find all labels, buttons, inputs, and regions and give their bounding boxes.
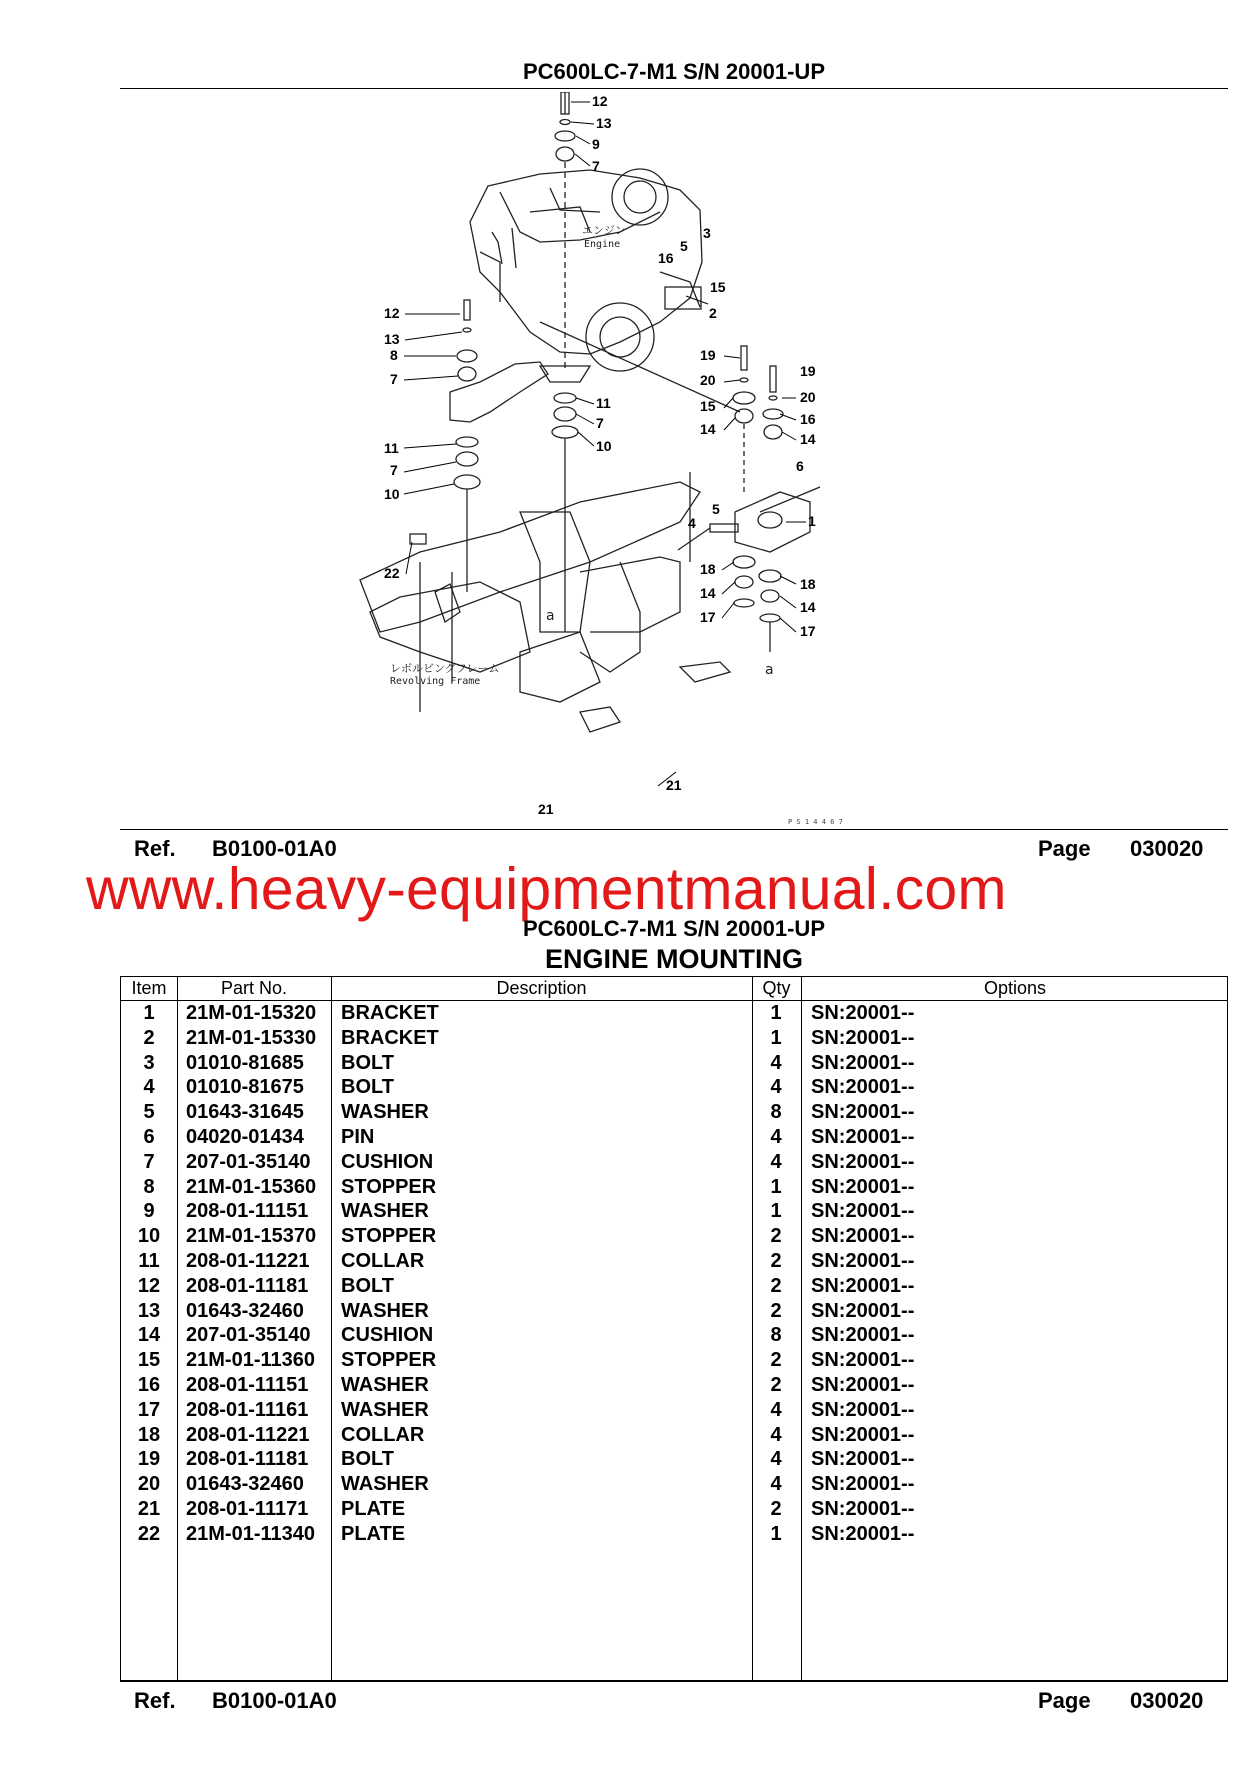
row-description: STOPPER: [341, 1225, 437, 1248]
figure-code: P S 1 4 4 6 7: [788, 818, 843, 825]
callout: 16: [800, 411, 816, 427]
row-qty: 8: [770, 1101, 782, 1124]
row-qty: 4: [770, 1448, 782, 1471]
row-item: 18: [137, 1423, 161, 1446]
callout: 13: [384, 331, 400, 347]
row-part-no: 21M-01-11360: [186, 1349, 315, 1372]
callout: 7: [592, 158, 600, 174]
table-row: [121, 1026, 1227, 1051]
table-row: [121, 1398, 1227, 1423]
page-value: 030020: [1130, 836, 1204, 861]
row-part-no: 01643-32460: [186, 1473, 304, 1496]
engine-outline: [470, 169, 702, 371]
model-title: PC600LC-7-M1 S/N 20001-UP: [522, 916, 825, 941]
row-description: WASHER: [341, 1374, 429, 1396]
callout: 13: [596, 115, 612, 131]
table-row: [121, 1249, 1227, 1274]
row-qty: 2: [770, 1274, 782, 1297]
row-options: SN:20001--: [811, 1076, 915, 1099]
row-description: COLLAR: [341, 1250, 425, 1272]
row-options: SN:20001--: [811, 1522, 915, 1545]
row-description: PLATE: [341, 1498, 406, 1520]
callout: 15: [700, 398, 716, 414]
callout: 17: [800, 623, 816, 639]
row-part-no: 01010-81675: [186, 1076, 304, 1099]
row-item: 5: [143, 1101, 155, 1124]
row-options: SN:20001--: [811, 1101, 915, 1124]
row-description: COLLAR: [341, 1423, 425, 1446]
row-options: SN:20001--: [811, 1374, 915, 1396]
row-qty: 4: [770, 1150, 782, 1173]
table-row: [121, 1299, 1227, 1324]
row-qty: 2: [770, 1498, 782, 1520]
row-item: 19: [137, 1448, 161, 1471]
row-qty: 1: [770, 1002, 782, 1024]
row-qty: 4: [770, 1076, 782, 1099]
callout: 10: [384, 486, 400, 502]
exploded-parts-diagram: [120, 92, 1228, 825]
row-part-no: 208-01-11181: [186, 1448, 309, 1471]
table-row: [121, 1423, 1227, 1448]
row-description: BRACKET: [341, 1002, 439, 1024]
row-part-no: 01010-81685: [186, 1051, 304, 1074]
row-options: SN:20001--: [811, 1225, 915, 1248]
table-row: [121, 1522, 1227, 1547]
ref-value: B0100-01A0: [212, 836, 337, 861]
table-row: [121, 1100, 1227, 1125]
row-item: 20: [137, 1473, 161, 1496]
row-description: BOLT: [341, 1076, 394, 1099]
row-options: SN:20001--: [811, 1150, 915, 1173]
callout: 19: [800, 363, 816, 379]
callout: 5: [712, 501, 720, 517]
row-description: WASHER: [341, 1101, 429, 1124]
row-part-no: 21M-01-15360: [186, 1175, 317, 1198]
row-qty: 4: [770, 1473, 782, 1496]
row-item: 13: [137, 1299, 161, 1322]
row-item: 22: [137, 1522, 161, 1545]
row-description: BOLT: [341, 1274, 394, 1297]
header-part-no: Part No.: [220, 978, 288, 998]
callout: 22: [384, 565, 400, 581]
callout: 7: [596, 415, 604, 431]
row-part-no: 01643-32460: [186, 1299, 304, 1322]
row-part-no: 208-01-11221: [186, 1250, 310, 1272]
row-part-no: 208-01-11181: [186, 1274, 309, 1297]
callout: 7: [390, 462, 398, 478]
callout: 9: [592, 136, 600, 152]
callout: 21: [538, 801, 554, 817]
row-options: SN:20001--: [811, 1026, 915, 1049]
row-part-no: 01643-31645: [186, 1101, 304, 1124]
callout: 10: [596, 438, 612, 454]
header-options: Options: [983, 978, 1047, 998]
callout: 21: [666, 777, 682, 793]
callout: 19: [700, 347, 716, 363]
row-qty: 2: [770, 1299, 782, 1322]
ref-value: B0100-01A0: [212, 1688, 337, 1713]
row-description: WASHER: [341, 1299, 429, 1322]
row-item: 17: [137, 1398, 161, 1421]
callout: 14: [800, 599, 816, 615]
callout: 18: [700, 561, 716, 577]
page-label: Page: [1038, 836, 1091, 861]
row-qty: 4: [770, 1423, 782, 1446]
table-row: [121, 1497, 1227, 1522]
row-item: 12: [137, 1274, 161, 1297]
callout: 20: [700, 372, 716, 388]
callout: 8: [390, 347, 398, 363]
reference-line-bottom: [120, 1681, 1228, 1716]
row-item: 2: [143, 1026, 155, 1049]
row-part-no: 21M-01-15330: [186, 1026, 317, 1049]
row-qty: 2: [770, 1374, 782, 1396]
engine-label-jp: エンジン: [582, 224, 626, 237]
row-part-no: 21M-01-15370: [186, 1225, 317, 1248]
table-header: [121, 977, 1227, 1001]
ref-label: Ref.: [134, 1688, 176, 1713]
ref-label: Ref.: [134, 836, 176, 861]
row-item: 7: [143, 1150, 155, 1173]
frame-label-jp: レボルビングフレーム: [390, 662, 500, 675]
row-qty: 2: [770, 1225, 782, 1248]
row-description: PLATE: [341, 1522, 406, 1545]
right-mount-stack: [678, 346, 820, 652]
row-item: 4: [143, 1076, 155, 1099]
row-qty: 2: [770, 1349, 782, 1372]
parts-table: [120, 976, 1228, 1681]
callout: 11: [596, 395, 611, 411]
table-row: [121, 1472, 1227, 1497]
row-part-no: 208-01-11221: [186, 1423, 310, 1446]
table-row: [121, 1001, 1227, 1026]
row-item: 10: [137, 1225, 161, 1248]
row-options: SN:20001--: [811, 1473, 915, 1496]
row-qty: 2: [770, 1250, 782, 1272]
row-qty: 4: [770, 1126, 782, 1148]
row-item: 1: [143, 1002, 155, 1024]
row-qty: 1: [770, 1026, 782, 1049]
row-description: CUSHION: [341, 1150, 434, 1173]
row-options: SN:20001--: [811, 1299, 915, 1322]
section-mark-a-1: a: [546, 608, 555, 624]
row-qty: 4: [770, 1398, 782, 1421]
callout: 15: [710, 279, 726, 295]
row-item: 8: [143, 1175, 155, 1198]
row-options: SN:20001--: [811, 1274, 915, 1297]
row-description: BRACKET: [341, 1026, 439, 1049]
callout: 11: [384, 440, 399, 456]
callout: 1: [808, 513, 816, 529]
row-options: SN:20001--: [811, 1498, 915, 1520]
row-part-no: 208-01-11161: [186, 1398, 309, 1421]
row-qty: 1: [770, 1522, 782, 1545]
row-part-no: 21M-01-11340: [186, 1522, 315, 1545]
callout: 12: [384, 305, 400, 321]
header-qty: Qty: [762, 978, 791, 998]
callout: 7: [390, 371, 398, 387]
row-options: SN:20001--: [811, 1175, 915, 1198]
callout: 20: [800, 389, 816, 405]
row-description: WASHER: [341, 1200, 429, 1223]
row-description: CUSHION: [341, 1324, 434, 1347]
row-item: 11: [138, 1250, 160, 1272]
row-options: SN:20001--: [811, 1002, 915, 1024]
table-row: [121, 1348, 1227, 1373]
callout: 17: [700, 609, 716, 625]
row-description: BOLT: [341, 1448, 394, 1471]
frame-label-en: Revolving Frame: [390, 676, 481, 687]
row-part-no: 208-01-11151: [186, 1200, 309, 1223]
row-description: STOPPER: [341, 1349, 437, 1372]
section-mark-a-2: a: [765, 662, 774, 678]
row-options: SN:20001--: [811, 1398, 915, 1421]
table-row: [121, 1051, 1227, 1076]
row-part-no: 208-01-11171: [186, 1498, 309, 1520]
callout: 12: [592, 93, 608, 109]
row-options: SN:20001--: [811, 1448, 915, 1471]
callout: 14: [700, 585, 716, 601]
row-item: 6: [143, 1126, 155, 1148]
row-part-no: 04020-01434: [186, 1126, 304, 1148]
callout: 6: [796, 458, 804, 474]
row-part-no: 207-01-35140: [186, 1324, 311, 1347]
row-qty: 4: [770, 1051, 782, 1074]
row-item: 9: [143, 1200, 155, 1223]
row-qty: 1: [770, 1200, 782, 1223]
row-item: 16: [137, 1374, 161, 1396]
row-options: SN:20001--: [811, 1051, 915, 1074]
callout: 4: [688, 515, 696, 531]
header-description: Description: [496, 978, 587, 998]
row-description: STOPPER: [341, 1175, 437, 1198]
row-options: SN:20001--: [811, 1200, 915, 1223]
engine-label-en: Engine: [584, 239, 621, 250]
row-description: WASHER: [341, 1473, 429, 1496]
header-title: PC600LC-7-M1 S/N 20001-UP: [522, 59, 825, 84]
table-row: [121, 1150, 1227, 1175]
row-item: 3: [143, 1051, 155, 1074]
section-title: ENGINE MOUNTING: [544, 944, 803, 974]
page-value: 030020: [1130, 1688, 1204, 1713]
watermark-url: www.heavy-equipmentmanual.com: [86, 856, 1007, 922]
callout: 14: [700, 421, 716, 437]
row-part-no: 208-01-11151: [186, 1374, 309, 1396]
row-part-no: 207-01-35140: [186, 1150, 311, 1173]
table-row: [121, 1447, 1227, 1472]
table-row: [121, 1274, 1227, 1299]
callout: 5: [680, 238, 688, 254]
callout: 16: [658, 250, 674, 266]
header-item: Item: [131, 978, 167, 998]
table-row: [121, 1323, 1227, 1348]
table-row: [121, 1075, 1227, 1100]
page-label: Page: [1038, 1688, 1091, 1713]
callout: 2: [709, 305, 717, 321]
row-options: SN:20001--: [811, 1324, 915, 1347]
row-item: 14: [137, 1324, 161, 1347]
row-options: SN:20001--: [811, 1349, 915, 1372]
table-row: [121, 1373, 1227, 1398]
row-qty: 1: [770, 1175, 782, 1198]
table-row: [121, 1199, 1227, 1224]
row-options: SN:20001--: [811, 1250, 915, 1272]
callout: 14: [800, 431, 816, 447]
row-description: PIN: [341, 1126, 375, 1148]
row-item: 21: [137, 1498, 161, 1520]
row-options: SN:20001--: [811, 1126, 915, 1148]
row-options: SN:20001--: [811, 1423, 915, 1446]
callout: 3: [703, 225, 711, 241]
callout: 18: [800, 576, 816, 592]
row-qty: 8: [770, 1324, 782, 1347]
left-mount-stack: [450, 300, 548, 592]
table-row: [121, 1125, 1227, 1150]
table-row: [121, 1224, 1227, 1249]
row-description: BOLT: [341, 1051, 394, 1074]
row-part-no: 21M-01-15320: [186, 1002, 317, 1024]
row-description: WASHER: [341, 1398, 429, 1421]
page-header: [120, 58, 1228, 89]
row-item: 15: [137, 1349, 161, 1372]
table-row: [121, 1175, 1227, 1200]
